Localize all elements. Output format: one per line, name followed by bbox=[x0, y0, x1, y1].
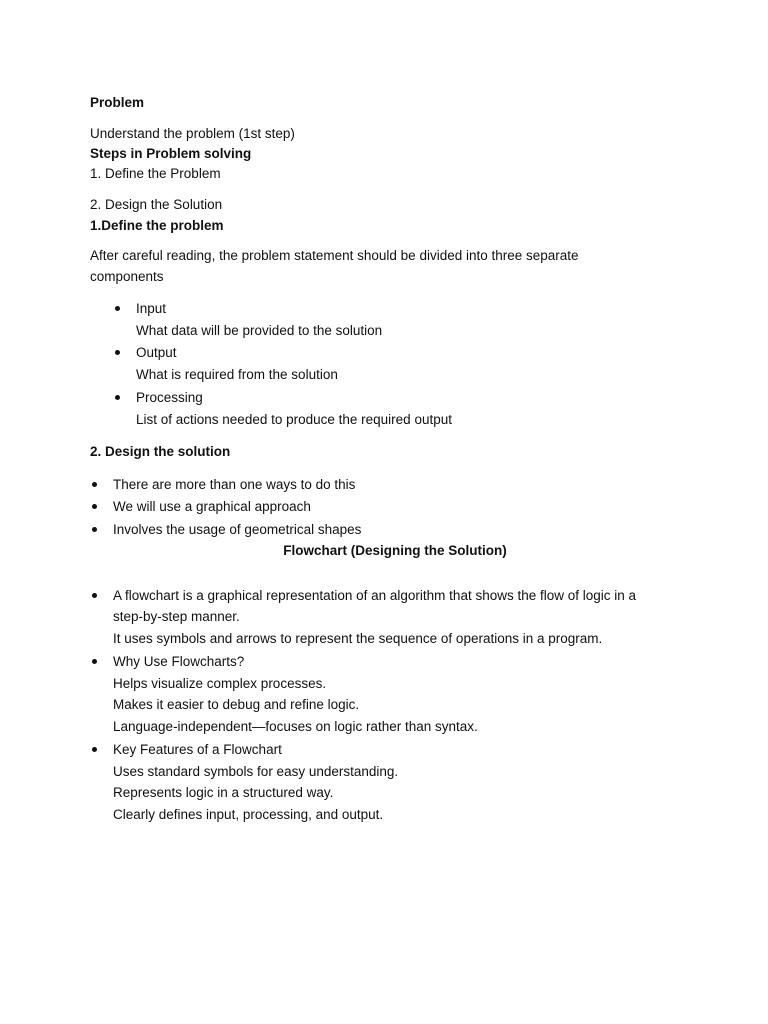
flowchart-line: Helps visualize complex processes. bbox=[113, 676, 327, 691]
flowchart-line: Represents logic in a structured way. bbox=[113, 785, 334, 800]
step-2: 2. Design the Solution bbox=[90, 197, 223, 212]
component-label: Processing bbox=[136, 390, 203, 405]
doc-title: Problem bbox=[90, 95, 145, 110]
flowchart-line: Uses standard symbols for easy understanding. bbox=[113, 764, 399, 779]
steps-heading: Steps in Problem solving bbox=[90, 146, 252, 161]
flowchart-line: Key Features of a Flowchart bbox=[113, 742, 282, 757]
define-heading: 1.Define the problem bbox=[90, 218, 224, 233]
bullet-icon bbox=[92, 747, 97, 752]
component-desc: What is required from the solution bbox=[136, 367, 338, 382]
define-paragraph-line-1: After careful reading, the problem statement should be divided into three separate bbox=[90, 248, 579, 263]
flowchart-line: Why Use Flowcharts? bbox=[113, 654, 245, 669]
step-1: 1. Define the Problem bbox=[90, 166, 221, 181]
flowchart-line: It uses symbols and arrows to represent the sequence of operations in a program. bbox=[113, 631, 603, 646]
flowchart-line: Language-independent—focuses on logic rather than syntax. bbox=[113, 719, 478, 734]
design-heading: 2. Design the solution bbox=[90, 444, 231, 459]
flowchart-line: Clearly defines input, processing, and output. bbox=[113, 807, 384, 822]
bullet-icon bbox=[92, 593, 97, 598]
bullet-icon bbox=[92, 527, 97, 532]
flowchart-line: A flowchart is a graphical representation of an algorithm that shows the flow of logic in a bbox=[113, 588, 637, 603]
design-bullet: We will use a graphical approach bbox=[113, 499, 311, 514]
bullet-icon bbox=[92, 504, 97, 509]
bullet-icon bbox=[115, 306, 120, 311]
flowchart-line: Makes it easier to debug and refine logic. bbox=[113, 697, 360, 712]
design-bullet: There are more than one ways to do this bbox=[113, 477, 356, 492]
intro-text: Understand the problem (1st step) bbox=[90, 126, 295, 141]
component-label: Input bbox=[136, 301, 167, 316]
design-bullet: Involves the usage of geometrical shapes bbox=[113, 522, 362, 537]
bullet-icon bbox=[115, 395, 120, 400]
component-label: Output bbox=[136, 345, 177, 360]
define-paragraph-line-2: components bbox=[90, 269, 164, 284]
flowchart-heading: Flowchart (Designing the Solution) bbox=[283, 543, 507, 558]
component-desc: What data will be provided to the solution bbox=[136, 323, 383, 338]
bullet-icon bbox=[115, 350, 120, 355]
component-desc: List of actions needed to produce the required output bbox=[136, 412, 452, 427]
bullet-icon bbox=[92, 659, 97, 664]
flowchart-line: step-by-step manner. bbox=[113, 609, 240, 624]
bullet-icon bbox=[92, 482, 97, 487]
